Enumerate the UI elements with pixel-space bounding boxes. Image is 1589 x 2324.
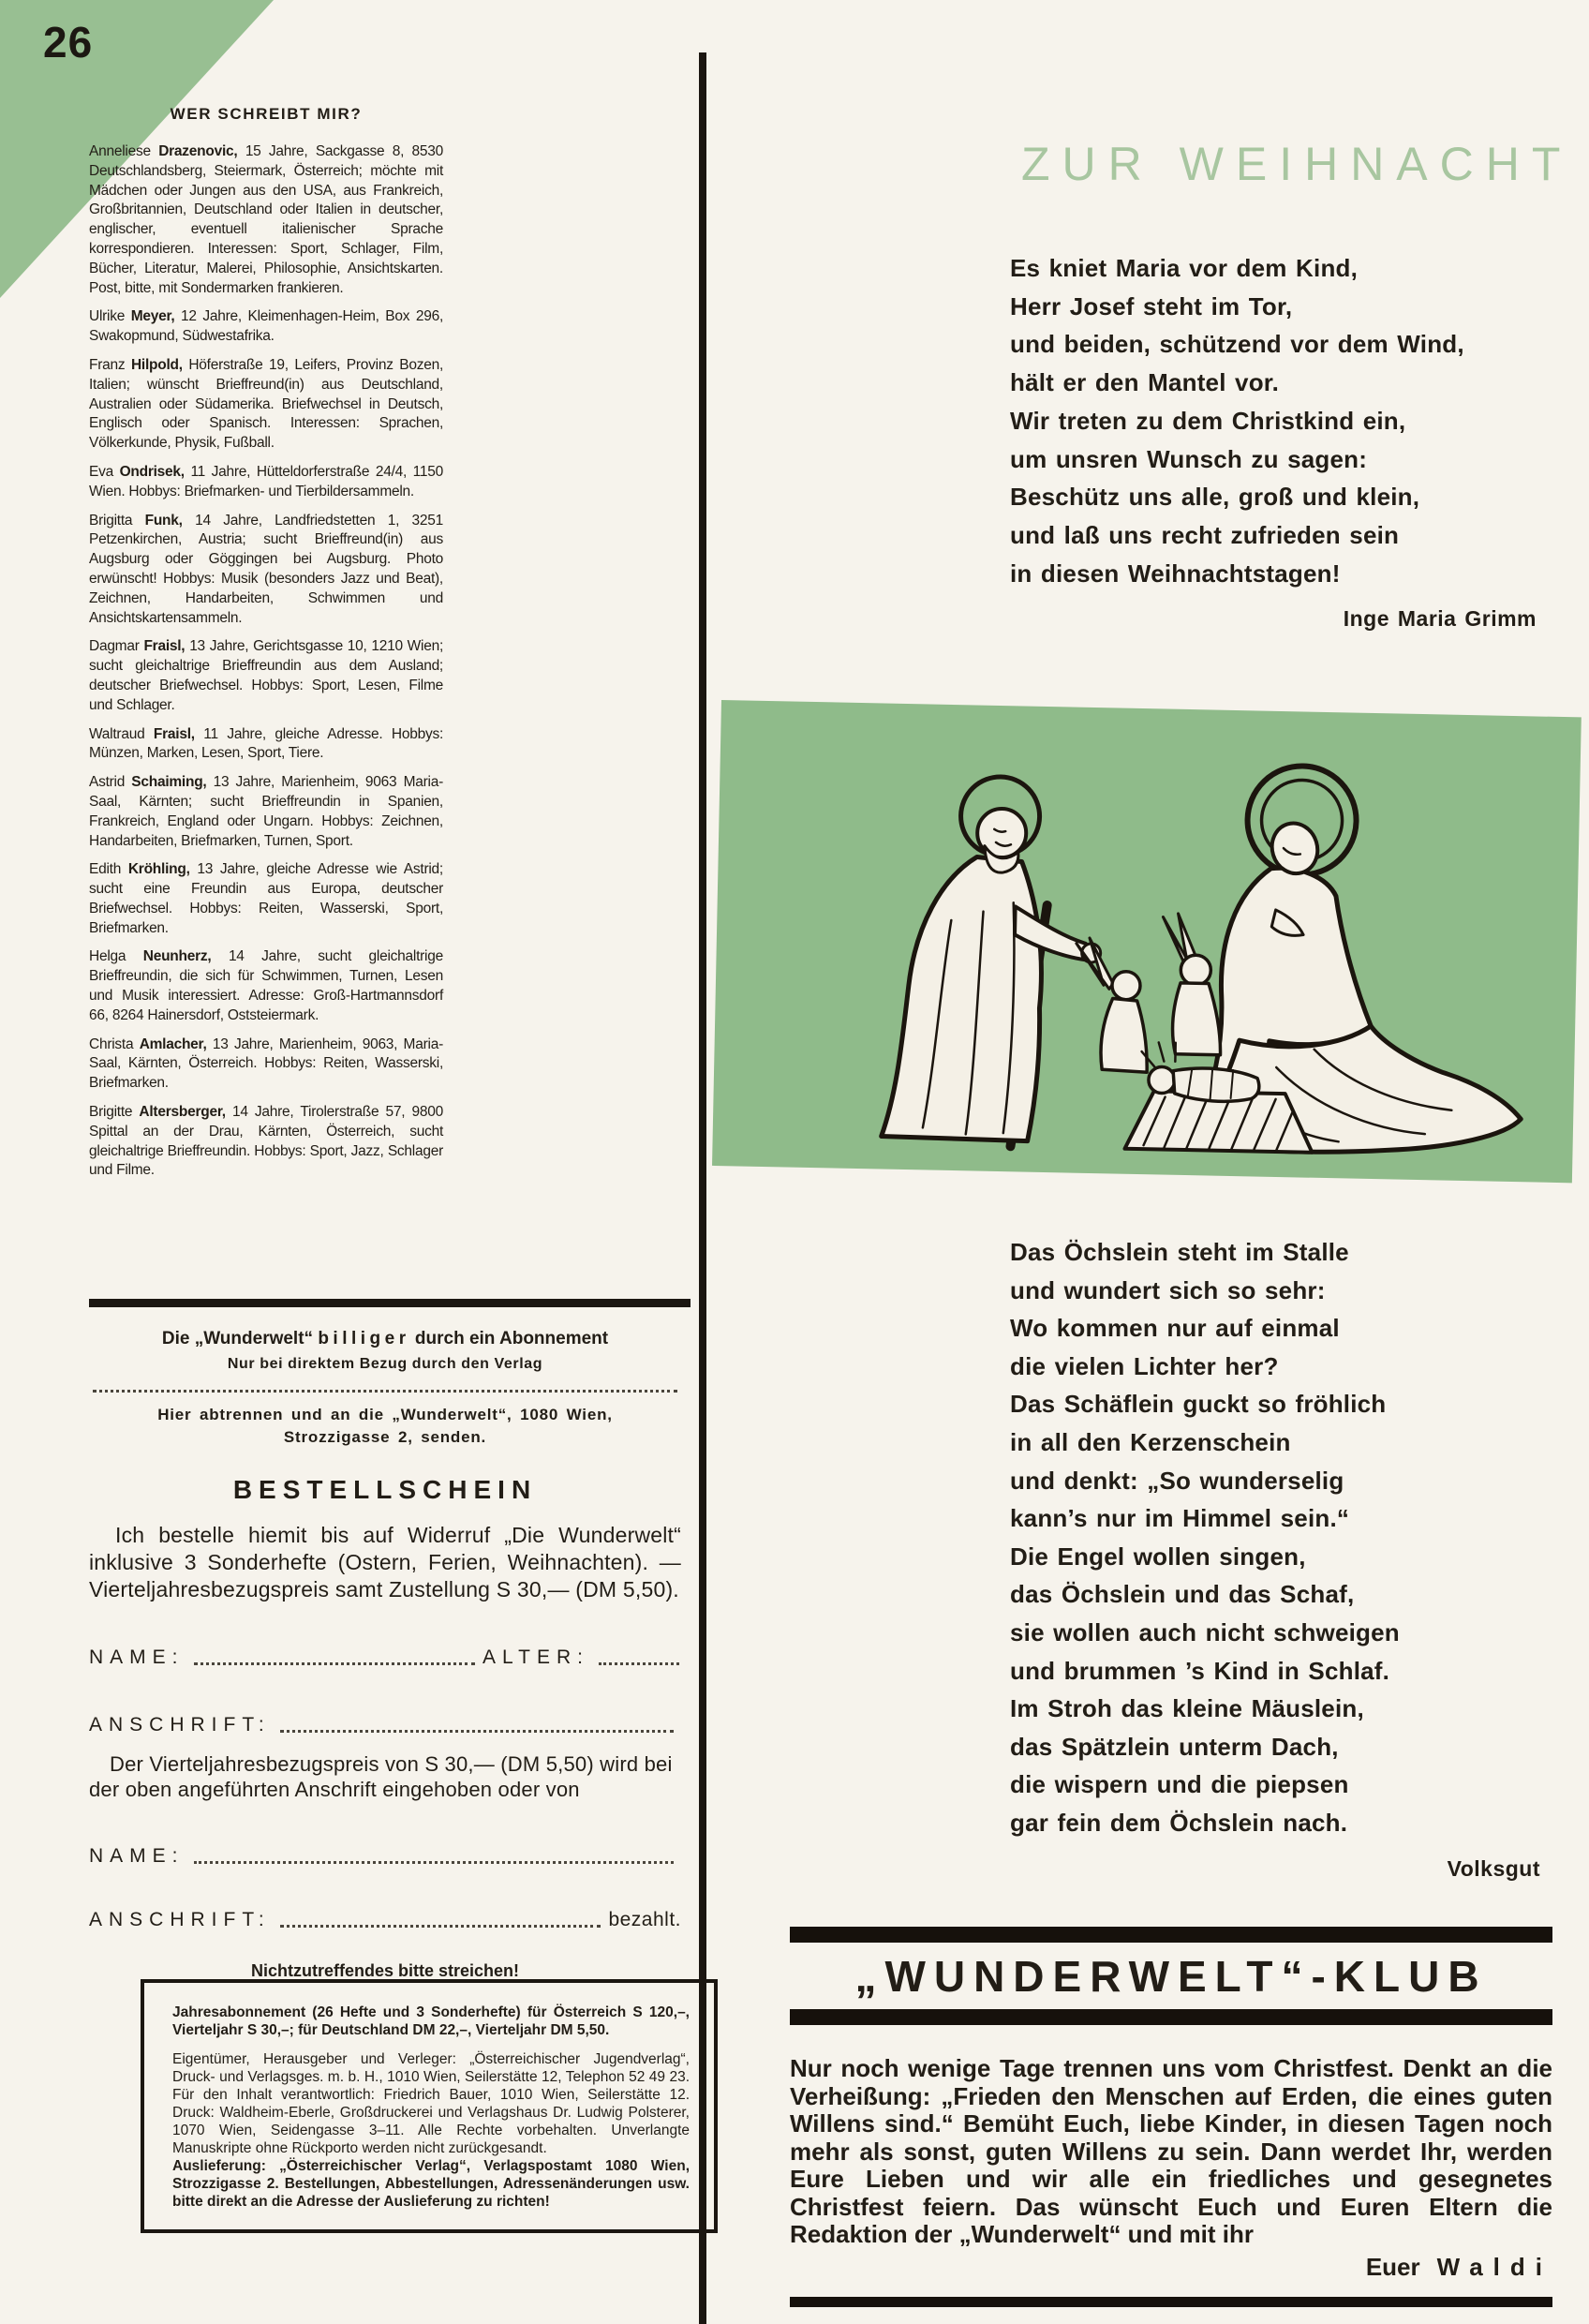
poem-line: gar fein dem Öchslein nach. [1010,1808,1348,1837]
poem-author: Volksgut [1447,1855,1540,1881]
poem-line: Herr Josef steht im Tor, [1010,291,1293,320]
imprint-prices: Jahresabonnement (26 Hefte und 3 Sonderhefte) für Österreich S 120,–, Vierteljahr S 30,–; für Deutschland DM 22,–, Vierteljahr DM 5,50. [172,2004,690,2038]
form-row-name-1 [89,1646,681,1669]
anschrift-field-line[interactable] [280,1728,674,1733]
klub-signature: Euer Waldi [1365,2252,1552,2281]
poem-line: das Spätzlein unterm Dach, [1010,1732,1339,1761]
poem-line: Wo kommen nur auf einmal [1010,1314,1340,1343]
poem-line: die wispern und die piepsen [1010,1770,1349,1799]
page-number: 26 [43,18,94,67]
penpal-entry: Brigitte Altersberger, 14 Jahre, Tirolerstraße 57, 9800 Spittal an der Drau, Kärnten, Österreich, sucht gleichaltrige Brieffreundin. Hobbys: Sport, Jazz, Schlager und Filme. [89,1104,443,1179]
penpal-entry: Dagmar Fraisl, 13 Jahre, Gerichtsgasse 10, 1210 Wien; sucht gleichaltrige Brieffreundin aus dem Ausland; deutscher Briefwechsel. Hobbys: Sport, Lesen, Filme und Schlager. [89,638,443,713]
poem-line: das Öchslein und das Schaf, [1010,1580,1355,1609]
poem-line: Das Schäflein guckt so fröhlich [1010,1390,1387,1419]
subscription-section [89,1329,681,1981]
form-row-anschrift-1 [89,1714,681,1736]
penpal-entries-list [89,142,443,1181]
name-field-line[interactable] [194,1661,476,1665]
poem-line: in all den Kerzenschein [1010,1427,1291,1456]
anschrift-label: ANSCHRIFT: [89,1714,271,1736]
name-label: NAME: [89,1646,185,1668]
paid-label: bezahlt. [608,1909,681,1930]
poem-line: und laß uns recht zufrieden sein [1010,520,1400,549]
penpal-entry: Franz Hilpold, Höferstraße 19, Leifers, Provinz Bozen, Italien; wünscht Brieffreund(in) aus Deutschland, Australien oder Südamerika. Briefwechsel in Deutsch, Englisch oder Spanisch. Interessen: Sprachen, Völkerkunde, Physik, Fußball. [89,356,444,452]
nativity-woodcut-illustration [712,700,1582,1183]
imprint-box [141,1979,718,2233]
klub-title: „WUNDERWELT“-KLUB [854,1952,1488,2001]
poem-maria [1010,249,1537,638]
poem-line: Beschütz uns alle, groß und klein, [1010,483,1420,512]
penpal-entry: Ulrike Meyer, 12 Jahre, Kleimenhagen-Heim, Box 296, Swakopmund, Südwestafrika. [89,308,443,345]
page-bottom-rule [790,2297,1552,2307]
poem-line: hält er den Mantel vor. [1010,368,1280,397]
klub-top-bar [790,1927,1552,1943]
klub-message: Nur noch wenige Tage trennen uns vom Christfest. Denkt an die Verheißung: „Frieden den Menschen auf Erden, die eines guten Willens sind.“ Bemüht Euch, liebe Kinder, in diesen Tagen noch mehr als sonst, guten Willens zu sein. Dann werdet Ihr, werden Eure Lieben und wir alle ein friedliches und gesegnetes Christfest feiern. Das wünscht Euch und Euren Eltern die Redaktion der „Wunderwelt“ und mit ihr [790,2054,1552,2248]
cut-instruction: Hier abtrennen und an die „Wunderwelt“, 1080 Wien, Strozzigasse 2, senden. [157,1406,613,1446]
left-column [89,105,696,2210]
horizontal-rule [89,1299,691,1307]
poem-line: sie wollen auch nicht schweigen [1010,1617,1400,1646]
christmas-section-title: ZUR WEIHNACHT [1021,138,1573,190]
alter-label: ALTER: [483,1646,589,1668]
poem-line: und denkt: „So wunderselig [1010,1466,1344,1495]
penpal-entry: Anneliese Drazenovic, 15 Jahre, Sackgasse 8, 8530 Deutschlandsberg, Steiermark, Österreich; möchte mit Mädchen oder Jungen aus den USA, aus Frankreich, Großbritannien, Deutschland oder Italien in deutscher, englischer, eventuell italienischer Sprache korrespondieren. Interessen: Sport, Schlager, Film, Bücher, Literatur, Malerei, Philosophie, Ansichtskarten. Post, bitte, mit Sondermarken frankieren. [89,143,444,296]
penpal-entry: Helga Neunherz, 14 Jahre, sucht gleichaltrige Brieffreundin, die sich für Schwimmen, Turnen, Lesen und Musik interessiert. Adresse: Groß-Hartmannsdorf 66, 8264 Hainersdorf, Oststeiermark. [89,948,443,1023]
penpal-entry: Eva Ondrisek, 11 Jahre, Hütteldorferstraße 24/4, 1150 Wien. Hobbys: Briefmarken- und Tierbildersammeln. [89,463,443,499]
poem-line: die vielen Lichter her? [1010,1351,1279,1380]
subscription-subtitle: Nur bei direktem Bezug durch den Verlag [227,1356,543,1372]
penpal-entry: Brigitta Funk, 14 Jahre, Landfriedstetten 1, 3251 Petzenkirchen, Austria; sucht Brieffreund(in) aus Augsburg oder Göggingen bei Augsburg. Photo erwünscht! Hobbys: Musik (besonders Jazz und Beat), Zeichnen, Handarbeiten, Schwimmen und Ansichtskartensammeln. [89,512,443,626]
poem-line: Das Öchslein steht im Stalle [1010,1238,1349,1266]
nativity-icon [712,700,1582,1183]
order-declaration: Ich bestelle hiemit bis auf Widerruf „Die Wunderwelt“ inklusive 3 Sonderhefte (Ostern, Ferien, Weihnachten). — Vierteljahresbezugspreis samt Zustellung S 30,— (DM 5,50). [89,1523,681,1601]
poem-author: Inge Maria Grimm [1343,606,1537,632]
poem-line: um unsren Wunsch zu sagen: [1010,444,1368,473]
imprint-distribution: Auslieferung: „Österreichischer Verlag“, Verlagspostamt 1080 Wien, Strozzigasse 2. Bestellungen, Abbestellungen, Adressenänderungen usw. bitte direkt an die Adresse der Auslieferung zu richten! [172,2158,690,2210]
poem-line: Es kniet Maria vor dem Kind, [1010,254,1359,282]
poem-line: und brummen ’s Kind in Schlaf. [1010,1656,1390,1685]
poem-line: kann’s nur im Himmel sein.“ [1010,1504,1350,1533]
imprint-publisher: Eigentümer, Herausgeber und Verleger: „Österreichischer Jugendverlag“, Druck- und Verlagsges. m. b. H., 1010 Wien, Seilerstätte 12, Telephon 52 49 23. Für den Inhalt verantwortlich: Friedrich Bauer, 1010 Wien, Seilerstätte 12. Druck: Waldheim-Eberle, Großdruckerei und Verlagshaus Dr. Ludwig Polsterer, 1070 Wien, Seidengasse 3–11. Alle Rechte vorbehalten. Unverlangte Manuskripte ohne Rückporto werden nicht zurückgesandt. [172,2051,690,2156]
poem-line: und beiden, schützend vor dem Wind, [1010,330,1464,359]
poem-line: Im Stroh das kleine Mäuslein, [1010,1694,1364,1723]
cut-line [93,1390,677,1393]
penpal-section-title: WER SCHREIBT MIR? [170,105,363,123]
strike-note: Nichtzutreffendes bitte streichen! [250,1961,520,1980]
penpal-entry: Edith Kröhling, 13 Jahre, gleiche Adresse wie Astrid; sucht eine Freundin aus Europa, deutscher Briefwechsel. Hobbys: Reiten, Wasserski, Sport, Briefmarken. [89,861,443,936]
name-label: NAME: [89,1845,185,1867]
penpal-entry: Christa Amlacher, 13 Jahre, Marienheim, 9063, Maria-Saal, Kärnten, Österreich. Hobbys: Reiten, Wasserski, Briefmarken. [89,1035,443,1092]
anschrift-field-line[interactable] [280,1923,601,1928]
anschrift-label: ANSCHRIFT: [89,1909,271,1930]
poem-line: Wir treten zu dem Christkind ein, [1010,406,1406,435]
form-row-anschrift-2 [89,1909,681,1931]
poem-line: und wundert sich so sehr: [1010,1275,1326,1304]
klub-bottom-bar [790,2009,1552,2025]
payer-note: Der Vierteljahresbezugspreis von S 30,— (DM 5,50) wird bei der oben angeführten Anschrift eingehoben oder von [89,1752,673,1801]
poem-line: in diesen Weihnachtstagen! [1010,559,1341,588]
penpal-entry: Astrid Schaiming, 13 Jahre, Marienheim, 9063 Maria-Saal, Kärnten; sucht Brieffreundin in Spanien, Frankreich, England oder Ungarn. Hobbys: Zeichnen, Handarbeiten, Briefmarken, Turnen, Sport. [89,774,443,849]
penpal-entry: Waltraud Fraisl, 11 Jahre, gleiche Adresse. Hobbys: Münzen, Marken, Lesen, Sport, Tiere. [89,725,444,762]
poem-line: Die Engel wollen singen, [1010,1542,1306,1571]
subscription-title: Die „Wunderwelt“ billiger durch ein Abonnement [161,1329,609,1348]
alter-field-line[interactable] [599,1661,679,1665]
poem-oechslein [1010,1233,1540,1887]
order-form-title: BESTELLSCHEIN [232,1475,538,1504]
form-row-name-2 [89,1845,681,1868]
name-field-line[interactable] [194,1859,674,1864]
wunderwelt-klub-section [790,1927,1552,2307]
